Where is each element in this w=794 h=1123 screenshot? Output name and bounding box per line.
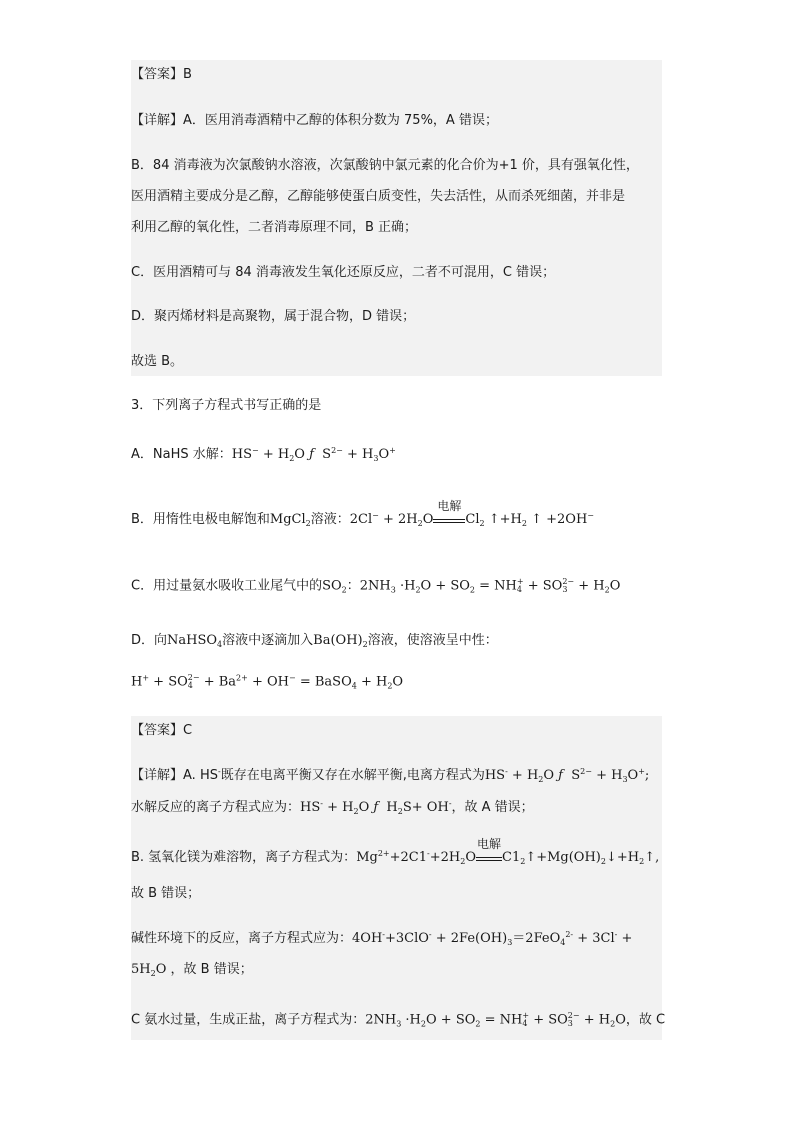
option-b: B．用惰性电极电解饱和MgCl$_2$溶液：$2Cl^- + 2H_2O$ 电解 $Cl_2$ $↑+H_2$ ↑ +2OH− [131, 499, 594, 528]
electrolysis-condition: 电解 [433, 513, 465, 523]
detail-line-6: D．聚丙烯材料是高聚物，属于混合物，D 错误； [131, 309, 416, 324]
answer-block-2 [131, 716, 662, 1040]
answer-block-1 [131, 60, 662, 376]
detail-line-3: 医用酒精主要成分是乙醇，乙醇能够使蛋白质变性，失去活性，从而杀死细菌，并非是 [131, 189, 626, 204]
detail2-line-4: 故 B 错误； [131, 886, 201, 901]
detail-line-7: 故选 B。 [131, 354, 184, 369]
electrolysis-condition-2: 电解 [476, 851, 502, 861]
detail-line-4: 利用乙醇的氧化性，二者消毒原理不同，B 正确； [131, 220, 418, 235]
answer-label-2: 【答案】C [131, 723, 193, 738]
detail2-line-3: B. 氢氧化镁为难溶物，离子方程式为：$Mg^{2+}+2C1^-+2H_2O$ 电解 $C1_2↑+Mg(OH)_2↓+H_2↑$, [131, 837, 660, 866]
detail2-line-7: C 氨水过量，生成正盐，离子方程式为：$2NH_3 \cdot H_2O + SO_2$ = NH + 4 + SO 2− 3 + $H_2O$，故 C [131, 1011, 666, 1029]
answer-label-1: 【答案】B [131, 67, 192, 82]
detail-line-2: B．84 消毒液为次氯酸钠水溶液，次氯酸钠中氯元素的化合价为+1 价，具有强氧化性， [131, 158, 639, 173]
option-d: D．向NaHSO$_4$溶液中逐滴加入$Ba(OH)_2$溶液，使溶液呈中性： [131, 633, 498, 649]
option-a: A．NaHS 水解：$HS^- + H_2O$ ƒ $S^{2-} + H_3O^+$ [131, 446, 396, 463]
option-d-equation: H+ + SO 2− 4 + $Ba^{2+} + OH^-$ = BaSO$_4$ + $H_2O$ [131, 673, 404, 691]
detail2-line-6: $5H_2O$ ，故 B 错误； [131, 962, 253, 978]
detail-line-5: C．医用酒精可与 84 消毒液发生氧化还原反应，二者不可混用，C 错误； [131, 265, 556, 280]
detail2-line-5: 碱性环境下的反应，离子方程式应为：$4OH^-+3ClO^- + 2Fe(OH)_3=2FeO_4^{2-} + 3Cl^-$ + [131, 930, 633, 947]
option-c: C．用过量氨水吸收工业尾气中的$SO_2$：$2NH_3 \cdot H_2O + SO_2$ = NH + 4 + SO 2− 3 + $H_2O$ [131, 577, 621, 595]
question-stem: 3．下列离子方程式书写正确的是 [131, 398, 322, 413]
detail2-line-1: 【详解】A. HS-既存在电离平衡又存在水解平衡,电离方程式为$HS^- + H_2O$ ƒ $S^{2-} + H_3O^+$; [131, 767, 650, 784]
detail-line-1: 【详解】A．医用消毒酒精中乙醇的体积分数为 75%，A 错误； [131, 113, 498, 128]
detail2-line-2: 水解反应的离子方程式应为：$HS^- + H_2O$ ƒ $H_2S+ OH^-$，故 A 错误； [131, 799, 534, 816]
